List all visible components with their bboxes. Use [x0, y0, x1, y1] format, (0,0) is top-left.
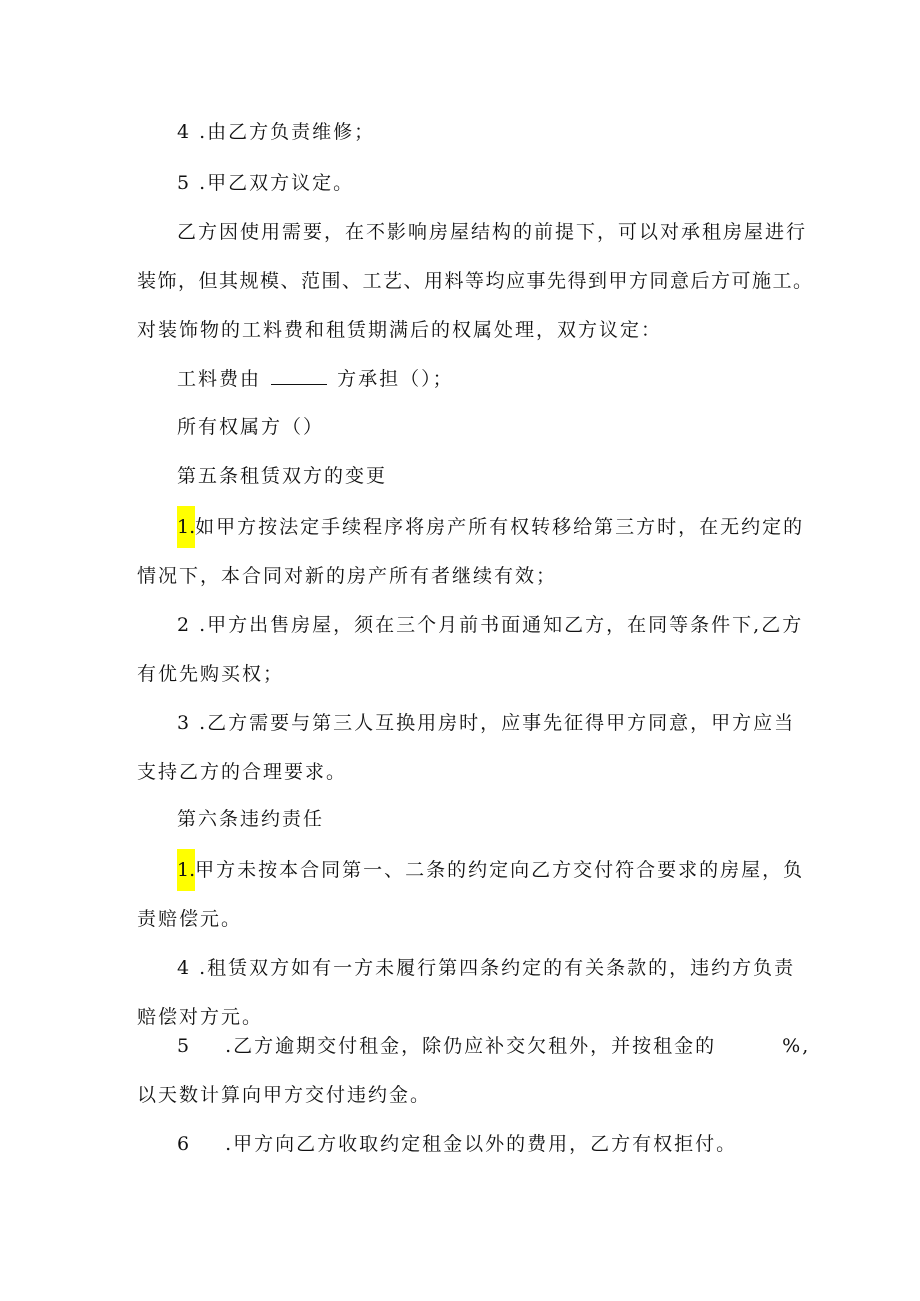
highlighted-item-number: 1. — [177, 849, 195, 891]
article-6-item-1-line-1 — [177, 857, 804, 883]
item-5-number: 5 — [177, 1035, 192, 1057]
decoration-paragraph-line-3: 对装饰物的工料费和租赁期满后的权属处理，双方议定： — [137, 319, 663, 341]
material-cost-suffix: 方承担（）； — [337, 368, 454, 390]
material-cost-line — [177, 366, 454, 392]
item-5-text: .乙方逾期交付租金，除仍应补交欠租外，并按租金的 — [225, 1035, 717, 1057]
material-cost-label: 工料费由 — [177, 368, 262, 390]
article-5-item-1-line-1 — [177, 514, 804, 540]
article-5-item-2-line-2: 有优先购买权； — [137, 663, 285, 685]
article-6-item-4-line-2: 赔偿对方元。 — [137, 1006, 264, 1028]
ownership-line: 所有权属方（） — [177, 416, 325, 438]
item-6-text: .甲方向乙方收取约定租金以外的费用，乙方有权拒付。 — [225, 1133, 738, 1155]
article-6-item-6-line — [177, 1131, 737, 1157]
decoration-paragraph-line-1: 乙方因使用需要，在不影响房屋结构的前提下，可以对承租房屋进行 — [177, 221, 808, 243]
article-5-item-1-text: 如甲方按法定手续程序将房产所有权转移给第三方时，在无约定的 — [195, 516, 805, 538]
article-5-item-3-line-2: 支持乙方的合理要求。 — [137, 761, 348, 783]
article-6-heading: 第六条违约责任 — [177, 808, 325, 830]
item-5-percent: %, — [782, 1035, 811, 1057]
article-6-item-5-line-2: 以天数计算向甲方交付违约金。 — [137, 1084, 432, 1106]
article-5-item-3-line-1: 3 .乙方需要与第三人互换用房时，应事先征得甲方同意，甲方应当 — [177, 712, 796, 734]
article-5-item-1-line-2: 情况下，本合同对新的房产所有者继续有效； — [137, 565, 558, 587]
highlighted-item-number: 1. — [177, 506, 195, 548]
article-6-item-1-text: 甲方未按本合同第一、二条的约定向乙方交付符合要求的房屋，负 — [195, 859, 805, 881]
article-5-item-2-line-1: 2 .甲方出售房屋，须在三个月前书面通知乙方，在同等条件下,乙方 — [177, 614, 804, 636]
decoration-paragraph-line-2: 装饰，但其规模、范围、工艺、用料等均应事先得到甲方同意后方可施工。 — [137, 270, 814, 292]
clause-5-agreed: 5 .甲乙双方议定。 — [177, 172, 355, 194]
article-5-heading: 第五条租赁双方的变更 — [177, 465, 388, 487]
article-6-item-5-line-1 — [177, 1033, 810, 1059]
article-6-item-1-line-2: 责赔偿元。 — [137, 908, 243, 930]
article-6-item-4-line-1: 4 .租赁双方如有一方未履行第四条约定的有关条款的，违约方负责 — [177, 957, 796, 979]
material-cost-blank — [271, 366, 327, 385]
item-6-number: 6 — [177, 1133, 192, 1155]
clause-4-repair: 4 .由乙方负责维修； — [177, 121, 376, 143]
